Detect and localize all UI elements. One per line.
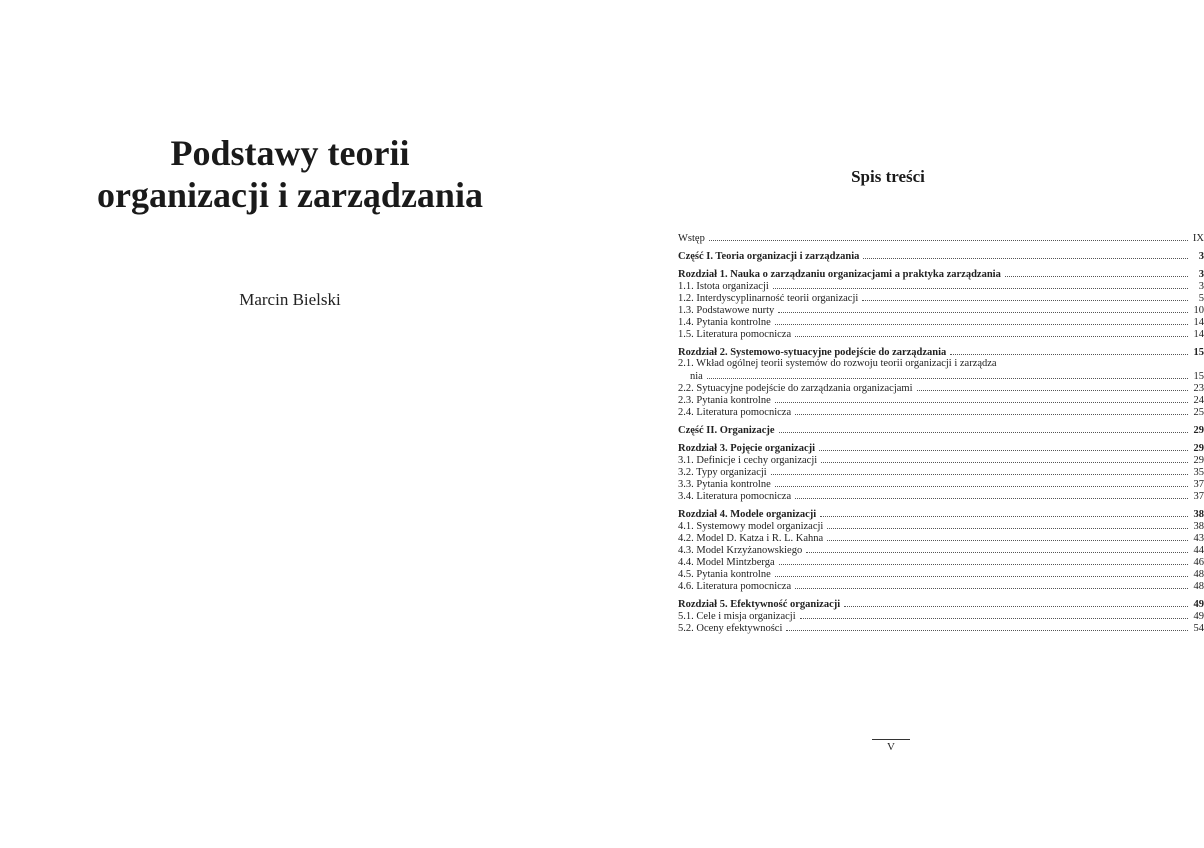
table-of-contents [678,232,1204,634]
toc-entry[interactable] [678,346,1204,358]
toc-dot-leader [786,622,1188,631]
toc-entry-title: 4.6. Literatura pomocnicza [678,581,792,592]
toc-dot-leader [844,598,1188,607]
toc-entry-title: 1.4. Pytania kontrolne [678,317,771,328]
toc-entry-title: Rozdział 3. Pojęcie organizacji [678,443,816,454]
toc-entry-title: 3.2. Typy organizacji [678,467,767,478]
toc-entry[interactable] [678,520,1204,532]
footer-rule [872,739,910,740]
toc-entry[interactable] [678,532,1204,544]
toc-dot-leader [800,610,1188,619]
toc-entry-page: 29 [1193,425,1204,436]
toc-entry-title: 4.1. Systemowy model organizacji [678,521,824,532]
toc-entry-title: 3.3. Pytania kontrolne [678,479,771,490]
toc-entry-title: 3.4. Literatura pomocnicza [678,491,792,502]
toc-entry-page: 3 [1198,281,1204,292]
toc-entry-title: 2.1. Wkład ogólnej teorii systemów do rozwoju teorii organizacji i zarządza [678,358,997,369]
toc-dot-leader [950,346,1188,355]
toc-heading: Spis treści [851,167,925,186]
toc-entry[interactable] [678,454,1204,466]
toc-dot-leader [775,478,1188,487]
toc-entry[interactable] [678,316,1204,328]
toc-entry-page: 43 [1193,533,1204,544]
toc-entry-page: 54 [1193,623,1204,634]
toc-entry-title: 4.2. Model D. Katza i R. L. Kahna [678,533,824,544]
toc-entry-page: 5 [1198,293,1204,304]
toc-entry-page: 25 [1193,407,1204,418]
right-page [600,0,1204,848]
toc-dot-leader [709,232,1188,241]
toc-entry-title: 5.1. Cele i misja organizacji [678,611,796,622]
book-title [0,132,580,216]
toc-dot-leader [795,406,1188,415]
toc-dot-leader [779,424,1188,433]
toc-entry-page: IX [1192,233,1204,244]
toc-dot-leader [775,394,1188,403]
toc-entry-page: 49 [1193,599,1204,610]
toc-entry-page: 29 [1193,455,1204,466]
toc-entry[interactable] [678,478,1204,490]
toc-entry[interactable] [678,232,1204,244]
toc-entry-title: 5.2. Oceny efektywności [678,623,783,634]
toc-entry-page: 3 [1198,251,1204,262]
toc-entry[interactable] [678,568,1204,580]
toc-dot-leader [827,532,1188,541]
toc-entry-page: 46 [1193,557,1204,568]
toc-dot-leader [795,580,1188,589]
toc-dot-leader [827,520,1188,529]
toc-entry-page: 15 [1193,347,1204,358]
toc-dot-leader [863,250,1188,259]
toc-entry-page: 48 [1193,581,1204,592]
toc-entry-page: 38 [1193,521,1204,532]
toc-entry[interactable] [678,508,1204,520]
toc-dot-leader [795,328,1188,337]
toc-entry[interactable] [678,622,1204,634]
toc-entry-title: Wstęp [678,233,705,244]
toc-entry-title: 1.2. Interdyscyplinarność teorii organizacji [678,293,859,304]
toc-entry[interactable] [678,370,1204,382]
toc-entry-title: 3.1. Definicje i cechy organizacji [678,455,818,466]
toc-dot-leader [1005,268,1188,277]
book-title-line-1: Podstawy teorii [170,133,410,173]
toc-dot-leader [778,304,1188,313]
toc-entry-page: 37 [1193,479,1204,490]
toc-entry-title: 4.3. Model Krzyżanowskiego [678,545,803,556]
toc-dot-leader [771,466,1188,475]
toc-entry-page: 29 [1193,443,1204,454]
toc-entry[interactable] [678,304,1204,316]
toc-entry[interactable] [678,424,1204,436]
toc-entry-page: 14 [1193,329,1204,340]
toc-dot-leader [821,454,1188,463]
toc-entry-title: Rozdział 2. Systemowo-sytuacyjne podejście do zarządzania [678,347,947,358]
toc-entry[interactable] [678,328,1204,340]
toc-dot-leader [917,382,1189,391]
toc-entry[interactable] [678,556,1204,568]
toc-entry-page: 23 [1193,383,1204,394]
toc-entry[interactable] [678,466,1204,478]
toc-entry[interactable] [678,250,1204,262]
toc-entry[interactable] [678,490,1204,502]
toc-entry[interactable] [678,292,1204,304]
toc-entry[interactable] [678,382,1204,394]
toc-entry-title: Część II. Organizacje [678,425,775,436]
toc-dot-leader [707,370,1188,379]
toc-entry-page: 24 [1193,395,1204,406]
toc-dot-leader [806,544,1188,553]
toc-entry-page: 10 [1193,305,1204,316]
toc-entry-title: 4.4. Model Mintzberga [678,557,775,568]
book-title-line-2: organizacji i zarządzania [97,175,483,215]
toc-entry[interactable] [678,406,1204,418]
toc-entry-page: 38 [1193,509,1204,520]
toc-entry-title: 2.3. Pytania kontrolne [678,395,771,406]
toc-dot-leader [779,556,1188,565]
toc-entry-title: Część I. Teoria organizacji i zarządzania [678,251,860,262]
toc-entry-title: nia [690,371,703,382]
toc-entry-page: 14 [1193,317,1204,328]
toc-entry[interactable] [678,598,1204,610]
toc-entry-title: 2.4. Literatura pomocnicza [678,407,792,418]
toc-entry-page: 35 [1193,467,1204,478]
toc-entry-title: 1.5. Literatura pomocnicza [678,329,792,340]
toc-entry-title: Rozdział 1. Nauka o zarządzaniu organizacjami a praktyka zarządzania [678,269,1001,280]
toc-entry-title: 1.1. Istota organizacji [678,281,769,292]
toc-entry-page: 15 [1193,371,1204,382]
toc-dot-leader [775,316,1188,325]
toc-entry[interactable] [678,358,1204,370]
toc-entry[interactable] [678,442,1204,454]
left-page [0,0,580,848]
toc-entry[interactable] [678,394,1204,406]
toc-entry[interactable] [678,580,1204,592]
page-number: V [887,741,895,753]
toc-entry-page: 37 [1193,491,1204,502]
toc-entry-page: 44 [1193,545,1204,556]
toc-dot-leader [795,490,1188,499]
toc-entry[interactable] [678,544,1204,556]
toc-entry-page: 3 [1198,269,1204,280]
toc-entry[interactable] [678,610,1204,622]
toc-entry-title: 4.5. Pytania kontrolne [678,569,771,580]
book-author: Marcin Bielski [239,290,341,309]
toc-dot-leader [862,292,1188,301]
toc-entry-title: Rozdział 4. Modele organizacji [678,509,817,520]
toc-entry-page: 48 [1193,569,1204,580]
toc-dot-leader [819,442,1188,451]
toc-entry[interactable] [678,280,1204,292]
toc-entry-title: 1.3. Podstawowe nurty [678,305,775,316]
toc-dot-leader [775,568,1188,577]
toc-entry-title: 2.2. Sytuacyjne podejście do zarządzania organizacjami [678,383,913,394]
toc-entry[interactable] [678,268,1204,280]
toc-entry-page: 49 [1193,611,1204,622]
toc-dot-leader [820,508,1188,517]
toc-entry-title: Rozdział 5. Efektywność organizacji [678,599,841,610]
toc-dot-leader [773,280,1188,289]
